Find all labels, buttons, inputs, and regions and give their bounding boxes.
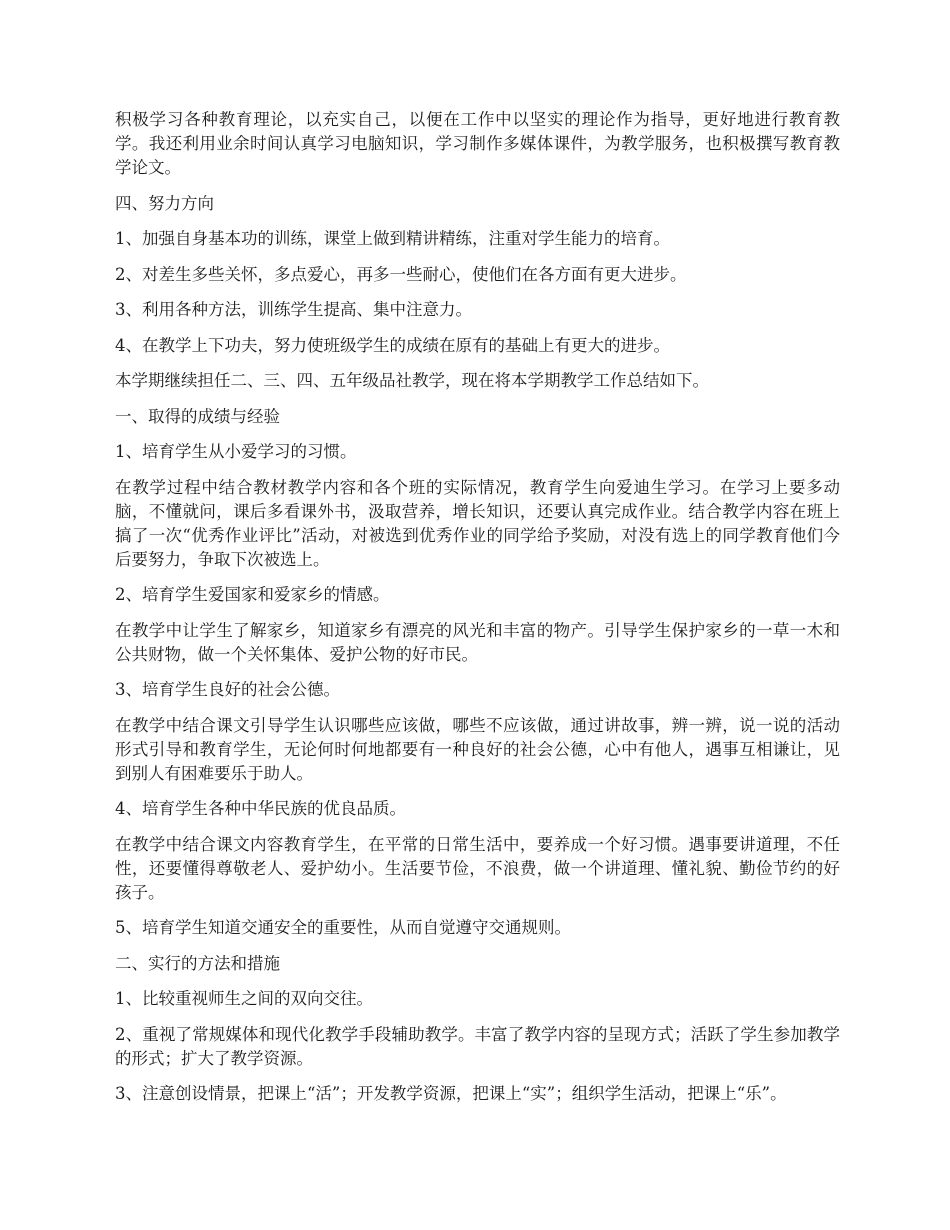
list-item: 4、培育学生各种中华民族的优良品质。 [115, 799, 406, 818]
list-item: 2、对差生多些关怀，多点爱心，再多一些耐心，使他们在各方面有更大进步。 [115, 264, 687, 284]
section-heading: 二、实行的方法和措施 [115, 953, 280, 973]
body-paragraph: 在教学中结合课文内容教育学生，在平常的日常生活中，要养成一个好习惯。遇事要讲道理，不任性，还要懂得尊敬老人、爱护幼小。生活要节俭，不浪费，做一个讲道理、懂礼貌、勤俭节约的好孩子。 [115, 834, 840, 902]
body-paragraph: 本学期继续担任二、三、四、五年级品社教学，现在将本学期教学工作总结如下。 [115, 371, 709, 390]
body-paragraph: 在教学中让学生了解家乡，知道家乡有漂亮的风光和丰富的物产。引导学生保护家乡的一草一木和公共财物，做一个关怀集体、爱护公物的好市民。 [115, 620, 840, 664]
body-paragraph: 在教学中结合课文引导学生认识哪些应该做，哪些不应该做，通过讲故事，辨一辨，说一说的活动形式引导和教育学生，无论何时何地都要有一种良好的社会公德，心中有他人，遇事互相谦让，见到别人有困难要乐于助人。 [115, 715, 840, 783]
section-heading: 四、努力方向 [115, 193, 214, 213]
list-item: 1、比较重视师生之间的双向交往。 [115, 989, 373, 1008]
list-item: 3、培育学生良好的社会公德。 [115, 680, 340, 699]
document-page [115, 108, 840, 1118]
section-heading: 一、取得的成绩与经验 [115, 406, 280, 426]
list-item: 3、利用各种方法，训练学生提高、集中注意力。 [115, 300, 472, 319]
body-paragraph: 积极学习各种教育理论，以充实自己，以便在工作中以坚实的理论作为指导，更好地进行教育教学。我还利用业余时间认真学习电脑知识，学习制作多媒体课件，为教学服务，也积极撰写教育教学论文。 [115, 110, 840, 177]
list-item: 1、培育学生从小爱学习的习惯。 [115, 442, 357, 461]
list-item: 3、注意创设情景，把课上“活”；开发教学资源，把课上“实”；组织学生活动，把课上“乐”。 [115, 1084, 787, 1103]
list-item: 5、培育学生知道交通安全的重要性，从而自觉遵守交通规则。 [115, 918, 571, 937]
list-item: 1、加强自身基本功的训练，课堂上做到精讲精练，注重对学生能力的培育。 [115, 229, 670, 248]
list-item: 2、重视了常规媒体和现代化教学手段辅助教学。丰富了教学内容的呈现方式；活跃了学生参加教学的形式；扩大了教学资源。 [115, 1024, 840, 1068]
body-paragraph: 在教学过程中结合教材教学内容和各个班的实际情况，教育学生向爱迪生学习。在学习上要多动脑，不懂就问，课后多看课外书，汲取营养，增长知识，还要认真完成作业。结合教学内容在班上搞了一次“优秀作业评比”活动，对被选到优秀作业的同学给予奖励，对没有选上的同学教育他们今后要努力，争取下次被选上。 [115, 477, 840, 569]
list-item: 2、培育学生爱国家和爱家乡的情感。 [115, 585, 390, 604]
list-item: 4、在教学上下功夫，努力使班级学生的成绩在原有的基础上有更大的进步。 [115, 335, 670, 355]
